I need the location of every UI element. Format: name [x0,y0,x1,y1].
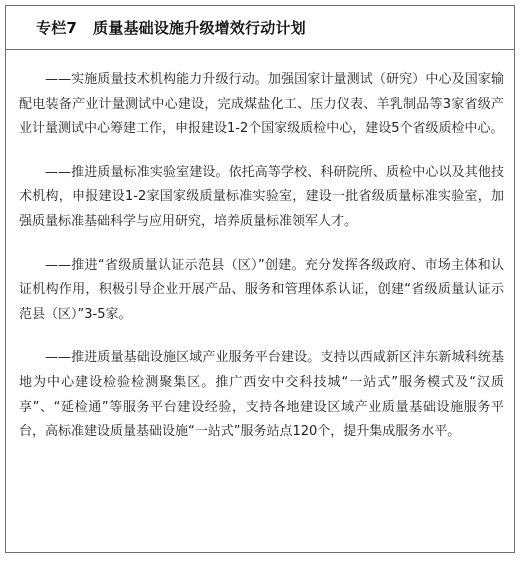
paragraph-regional-service-platforms: ——推进质量基础设施区域产业服务平台建设。支持以西咸新区沣东新城科统基地为中心建设检验检测聚集区。推广西安中交科技城“一站式”服务模式及“汉质享”、“延检通”等服务平台建设经验，支持各地建设区域产业质量基础设施服务平台，高标准建设质量基础设施“一站式”服务站点120个，提升集成服务水平。 [19,350,504,440]
paragraph-metrology-upgrade: ——实施质量技术机构能力升级行动。加强国家计量测试（研究）中心及国家输配电装备产业计量测试中心建设，完成煤盐化工、压力仪表、羊乳制品等3家省级产业计量测试中心筹建工作，申报建设1-2个国家级质检中心，建设5个省级质检中心。 [19,72,504,137]
box-body [6,50,514,445]
box-title: 质量基础设施升级增效行动计划 [93,19,306,37]
box-number: 专栏7 [36,19,78,37]
paragraph-certification-counties: ——推进“省级质量认证示范县（区）”创建。充分发挥各级政府、市场主体和认证机构作用，积极引导企业开展产品、服务和管理体系认证，创建“省级质量认证示范县（区）”3-5家。 [19,257,504,322]
box-header [6,6,514,50]
paragraph-standards-labs: ——推进质量标准实验室建设。依托高等学校、科研院所、质检中心以及其他技术机构，申报建设1-2家国家级质量标准实验室，建设一批省级质量标准实验室，加强质量标准基础科学与应用研究，培养质量标准领军人才。 [19,164,504,229]
column-box [5,5,515,553]
